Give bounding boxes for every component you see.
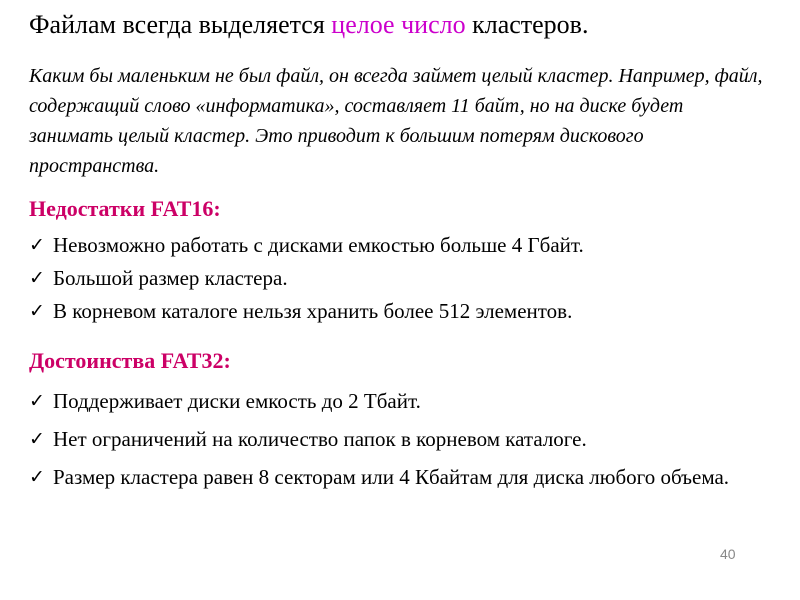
list-item (29, 426, 769, 452)
list-item-text: Невозможно работать с дисками емкостью больше 4 Гбайт. (53, 233, 584, 257)
list-item-text: Поддерживает диски емкость до 2 Тбайт. (53, 389, 421, 413)
slide-heading (29, 8, 588, 42)
checkmark-icon: ✓ (29, 428, 45, 450)
advantages-list (29, 388, 769, 490)
checkmark-icon: ✓ (29, 390, 45, 412)
list-item (29, 265, 769, 291)
list-item-text: Нет ограничений на количество папок в корневом каталоге. (53, 427, 587, 451)
heading-text-after: кластеров. (465, 10, 589, 39)
checkmark-icon: ✓ (29, 466, 45, 488)
list-item (29, 232, 769, 258)
advantages-title: Достоинства FAT32: (29, 348, 231, 373)
list-item-text: Большой размер кластера. (53, 266, 288, 290)
list-item (29, 298, 769, 324)
page-number: 40 (720, 546, 736, 562)
checkmark-icon: ✓ (29, 234, 45, 256)
list-item (29, 388, 769, 414)
disadvantages-title: Недостатки FAT16: (29, 196, 221, 221)
checkmark-icon: ✓ (29, 267, 45, 289)
list-item-text: Размер кластера равен 8 секторам или 4 Кбайтам для диска любого объема. (53, 465, 730, 489)
explanation-paragraph: Каким бы маленьким не был файл, он всегда займет целый кластер. Например, файл, содержащий слово «информатика», составляет 11 байт, но на диске будет занимать целый кластер. Это приводит к большим потерям дискового пространства. (29, 65, 763, 177)
list-item (29, 464, 769, 490)
list-item-text: В корневом каталоге нельзя хранить более 512 элементов. (53, 299, 573, 323)
heading-highlight: целое число (331, 10, 466, 39)
heading-text-before: Файлам всегда выделяется (29, 10, 332, 39)
disadvantages-list (29, 232, 769, 324)
checkmark-icon: ✓ (29, 300, 45, 322)
